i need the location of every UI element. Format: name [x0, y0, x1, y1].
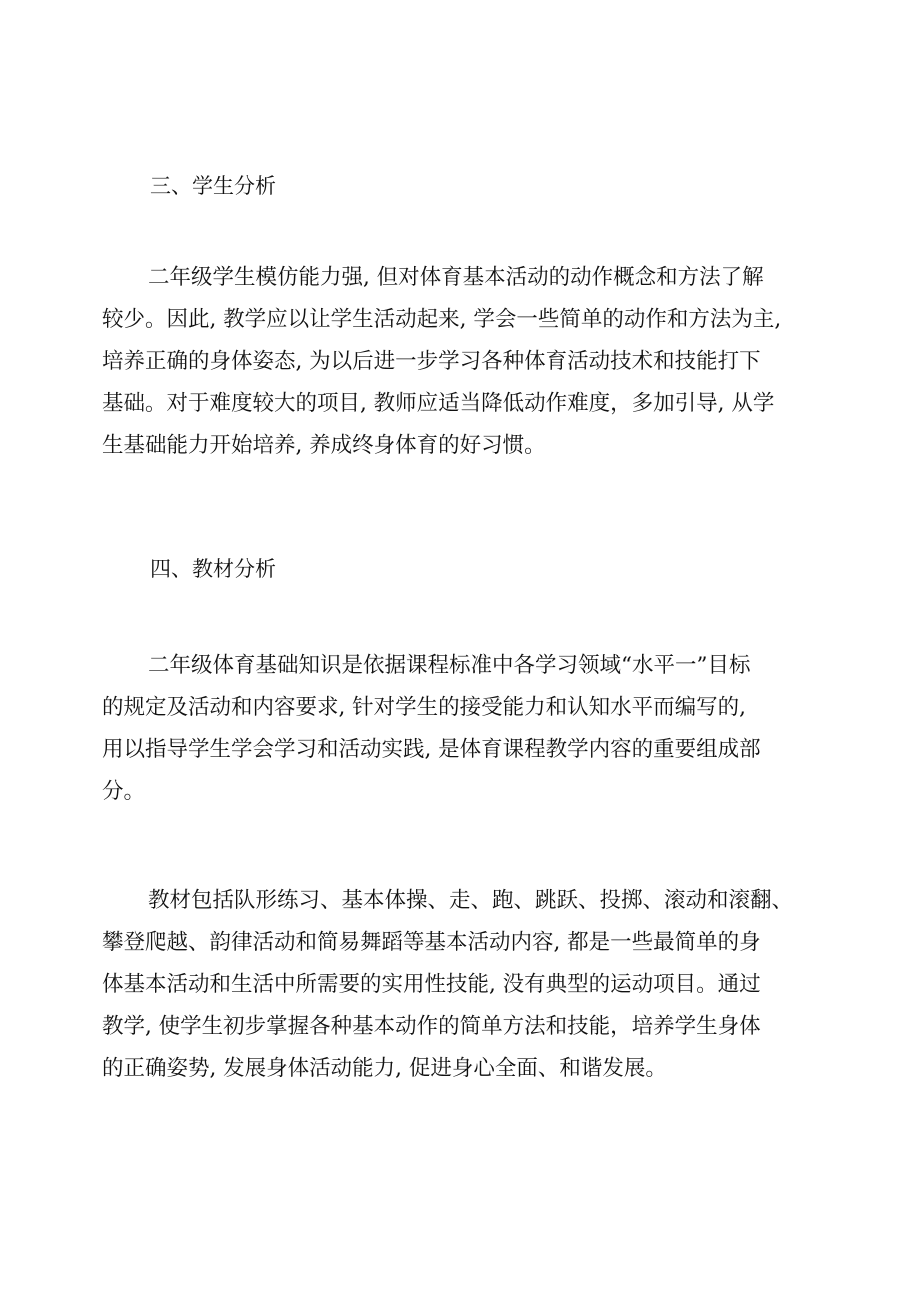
paragraph-line: 教材包括队形练习、基本体操、走、跑、跳跃、投掷、滚动和滚翻、 [148, 888, 794, 913]
paragraph-line: 的正确姿势, 发展身体活动能力, 促进身心全面、和谐发展。 [102, 1056, 667, 1081]
paragraph-line: 生基础能力开始培养, 养成终身体育的好习惯。 [102, 433, 546, 458]
paragraph-line: 攀登爬越、韵律活动和简易舞蹈等基本活动内容, 都是一些最简单的身 [102, 930, 761, 955]
paragraph-line: 二年级体育基础知识是依据课程标准中各学习领域“水平一”目标 [148, 653, 751, 678]
section-heading-student-analysis: 三、学生分析 [150, 174, 276, 198]
paragraph-material-content [102, 880, 822, 1090]
paragraph-student-analysis [102, 257, 822, 467]
paragraph-line: 的规定及活动和内容要求, 针对学生的接受能力和认知水平而编写的, [102, 695, 747, 720]
paragraph-line: 体基本活动和生活中所需要的实用性技能, 没有典型的运动项目。通过 [102, 972, 761, 997]
paragraph-line: 教学, 使学生初步掌握各种基本动作的简单方法和技能，培养学生身体 [102, 1014, 761, 1039]
paragraph-line: 用以指导学生学会学习和活动实践, 是体育课程教学内容的重要组成部 [102, 737, 761, 762]
paragraph-material-overview [102, 645, 822, 813]
paragraph-line: 二年级学生模仿能力强, 但对体育基本活动的动作概念和方法了解 [148, 265, 764, 290]
paragraph-line: 较少。因此, 教学应以让学生活动起来, 学会一些简单的动作和方法为主, [102, 307, 782, 332]
paragraph-line: 培养正确的身体姿态, 为以后进一步学习各种体育活动技术和技能打下 [102, 349, 761, 374]
paragraph-line: 分。 [102, 779, 146, 804]
paragraph-line: 基础。对于难度较大的项目, 教师应适当降低动作难度，多加引导, 从学 [102, 391, 775, 416]
section-heading-material-analysis: 四、教材分析 [150, 557, 276, 581]
